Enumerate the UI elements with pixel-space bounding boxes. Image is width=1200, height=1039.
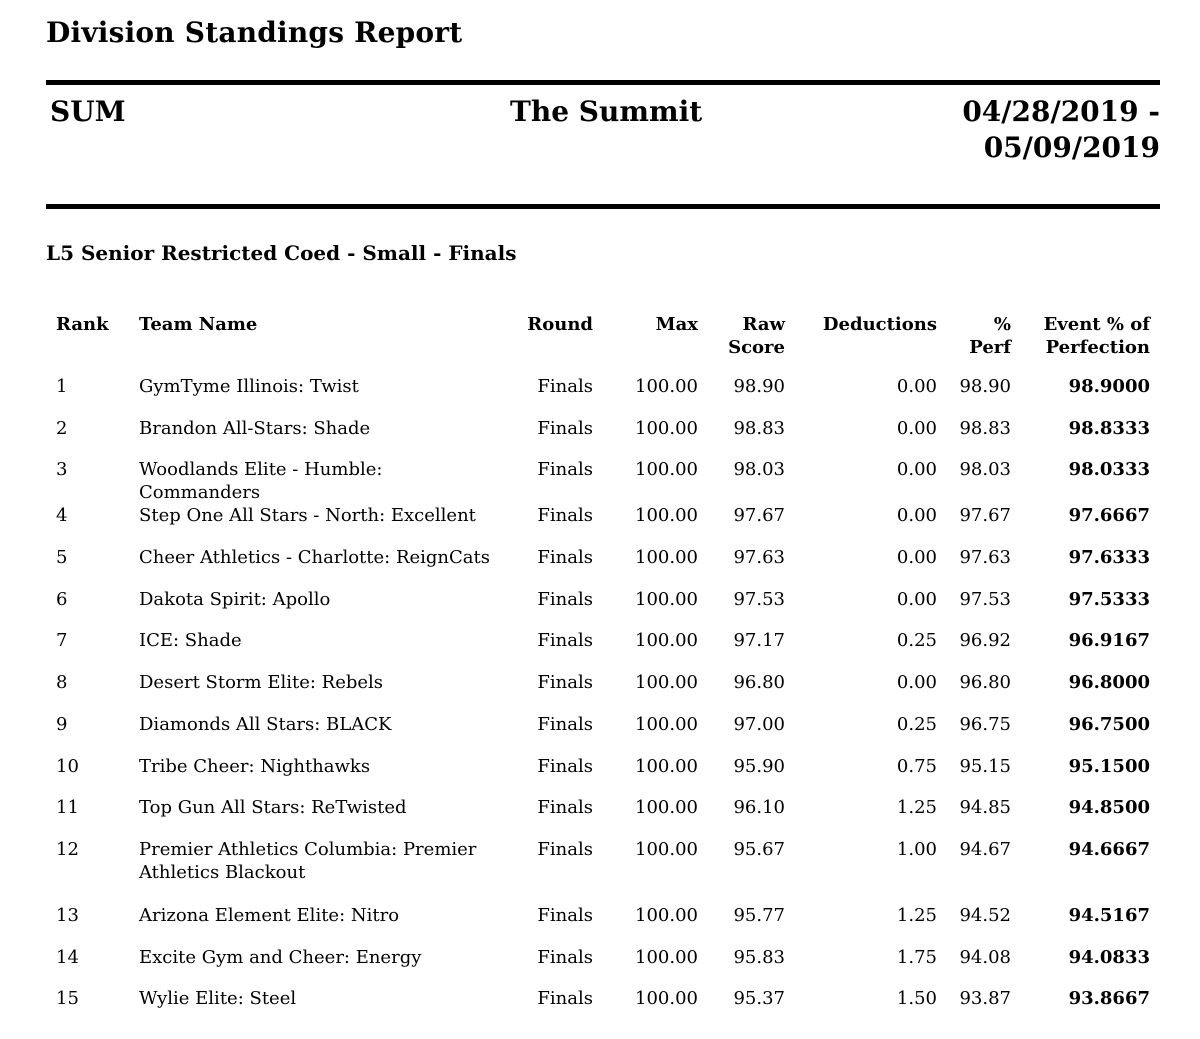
cell-rank: 3 — [56, 459, 68, 481]
cell-perf: 98.90 — [959, 376, 1011, 397]
cell-round: Finals — [537, 755, 593, 777]
table-row — [46, 546, 1160, 588]
cell-rank: 9 — [56, 713, 68, 735]
cell-max: 100.00 — [635, 672, 698, 694]
cell-deductions: 1.25 — [896, 904, 937, 926]
event-date-range — [962, 94, 1160, 166]
cell-rank: 11 — [56, 797, 79, 819]
cell-event-pct: 93.8667 — [1068, 988, 1150, 1010]
col-header-raw-score-line1: Raw — [742, 314, 785, 335]
cell-team-name: Top Gun All Stars: ReTwisted — [139, 797, 407, 819]
cell-round: Finals — [537, 672, 593, 694]
cell-round: Finals — [537, 630, 593, 652]
col-header-raw-score-line2: Score — [728, 337, 785, 358]
cell-max: 100.00 — [635, 904, 698, 926]
cell-raw-score: 95.90 — [733, 755, 785, 777]
cell-deductions: 1.25 — [896, 797, 937, 819]
table-header-row — [46, 313, 1160, 375]
cell-max: 100.00 — [635, 547, 698, 569]
cell-rank: 7 — [56, 630, 68, 652]
cell-deductions: 0.25 — [896, 713, 937, 735]
table-row — [46, 629, 1160, 671]
cell-event-pct: 97.6667 — [1068, 505, 1150, 527]
cell-raw-score: 96.10 — [733, 797, 785, 819]
col-header-round: Round — [527, 314, 593, 335]
table-row — [46, 946, 1160, 988]
cell-team-name: ICE: Shade — [139, 630, 242, 652]
cell-raw-score: 97.63 — [733, 547, 785, 569]
cell-deductions: 0.75 — [896, 755, 937, 777]
cell-raw-score: 95.37 — [733, 988, 785, 1010]
cell-round: Finals — [537, 838, 593, 860]
report-title: Division Standings Report — [46, 16, 463, 49]
cell-max: 100.00 — [635, 838, 698, 860]
col-header-team-name: Team Name — [139, 314, 258, 335]
cell-team-name: Excite Gym and Cheer: Energy — [139, 946, 422, 968]
header-bottom-divider — [46, 204, 1160, 209]
cell-deductions: 1.50 — [896, 988, 937, 1010]
cell-perf: 95.15 — [959, 755, 1011, 777]
col-header-deductions: Deductions — [822, 314, 937, 335]
cell-round: Finals — [537, 505, 593, 527]
cell-round: Finals — [537, 946, 593, 968]
date-range-end: 05/09/2019 — [983, 131, 1160, 164]
cell-round: Finals — [537, 904, 593, 926]
cell-round: Finals — [537, 547, 593, 569]
col-header-event-pct-line2: Perfection — [1045, 337, 1150, 358]
cell-team-name: Tribe Cheer: Nighthawks — [139, 755, 371, 777]
cell-round: Finals — [537, 797, 593, 819]
event-name: The Summit — [510, 95, 703, 128]
table-row — [46, 987, 1160, 1029]
cell-event-pct: 94.8500 — [1068, 797, 1150, 819]
cell-perf: 96.75 — [959, 713, 1011, 735]
cell-raw-score: 95.77 — [733, 904, 785, 926]
cell-raw-score: 97.00 — [733, 713, 785, 735]
cell-team-name: Brandon All-Stars: Shade — [139, 417, 371, 439]
cell-event-pct: 97.6333 — [1068, 547, 1150, 569]
cell-raw-score: 97.17 — [733, 630, 785, 652]
cell-perf: 94.52 — [959, 904, 1011, 926]
header-top-divider — [46, 80, 1160, 85]
cell-rank: 6 — [56, 588, 68, 610]
table-row — [46, 796, 1160, 838]
cell-perf: 97.53 — [959, 588, 1011, 610]
cell-deductions: 0.00 — [896, 672, 937, 694]
cell-team-name: Step One All Stars - North: Excellent — [139, 505, 476, 527]
cell-event-pct: 96.9167 — [1068, 630, 1150, 652]
table-row — [46, 375, 1160, 417]
cell-event-pct: 94.0833 — [1068, 946, 1150, 968]
cell-max: 100.00 — [635, 630, 698, 652]
cell-team-name: Wylie Elite: Steel — [139, 988, 297, 1010]
event-code: SUM — [50, 95, 126, 128]
table-row — [46, 417, 1160, 459]
cell-perf: 96.80 — [959, 672, 1011, 694]
table-row — [46, 755, 1160, 797]
cell-perf: 97.67 — [959, 505, 1011, 527]
cell-team-name: Arizona Element Elite: Nitro — [139, 904, 400, 926]
cell-rank: 8 — [56, 672, 68, 694]
cell-raw-score: 96.80 — [733, 672, 785, 694]
cell-perf: 98.83 — [959, 417, 1011, 439]
col-header-raw-score — [708, 313, 795, 375]
cell-round: Finals — [537, 713, 593, 735]
cell-rank: 10 — [56, 755, 79, 777]
cell-max: 100.00 — [635, 755, 698, 777]
col-header-event-pct-line1: Event % of — [1043, 314, 1150, 335]
cell-rank: 15 — [56, 988, 79, 1010]
col-header-perf: % Perf — [969, 314, 1011, 358]
cell-perf: 94.85 — [959, 797, 1011, 819]
cell-deductions: 1.75 — [896, 946, 937, 968]
division-title: L5 Senior Restricted Coed - Small - Finals — [46, 241, 517, 265]
date-range-start: 04/28/2019 - — [962, 95, 1160, 128]
cell-event-pct: 96.8000 — [1068, 672, 1150, 694]
cell-team-name: Dakota Spirit: Apollo — [139, 588, 331, 610]
cell-event-pct: 95.1500 — [1068, 755, 1150, 777]
cell-perf: 98.03 — [959, 459, 1011, 481]
cell-event-pct: 98.8333 — [1068, 417, 1150, 439]
cell-max: 100.00 — [635, 588, 698, 610]
cell-max: 100.00 — [635, 713, 698, 735]
cell-raw-score: 97.67 — [733, 505, 785, 527]
cell-round: Finals — [537, 588, 593, 610]
cell-rank: 2 — [56, 417, 68, 439]
col-header-max: Max — [655, 314, 698, 335]
cell-round: Finals — [537, 376, 593, 397]
cell-rank: 13 — [56, 904, 79, 926]
cell-max: 100.00 — [635, 459, 698, 481]
cell-team-name: Cheer Athletics - Charlotte: ReignCats — [139, 547, 490, 569]
cell-raw-score: 95.67 — [733, 838, 785, 860]
cell-team-name: Diamonds All Stars: BLACK — [139, 713, 392, 735]
cell-team-name: Desert Storm Elite: Rebels — [139, 672, 384, 694]
cell-raw-score: 98.90 — [733, 376, 785, 397]
cell-deductions: 0.00 — [896, 376, 937, 397]
cell-perf: 94.67 — [959, 838, 1011, 860]
cell-max: 100.00 — [635, 797, 698, 819]
cell-max: 100.00 — [635, 376, 698, 397]
col-header-event-pct — [1021, 313, 1160, 375]
cell-raw-score: 97.53 — [733, 588, 785, 610]
cell-team-name: Premier Athletics Columbia: Premier Athletics Blackout — [139, 838, 477, 883]
cell-round: Finals — [537, 988, 593, 1010]
cell-deductions: 0.25 — [896, 630, 937, 652]
cell-event-pct: 96.7500 — [1068, 713, 1150, 735]
cell-max: 100.00 — [635, 988, 698, 1010]
cell-deductions: 1.00 — [896, 838, 937, 860]
cell-perf: 96.92 — [959, 630, 1011, 652]
table-row — [46, 838, 1160, 904]
cell-team-name: Woodlands Elite - Humble: Commanders — [139, 459, 383, 504]
cell-deductions: 0.00 — [896, 459, 937, 481]
table-row — [46, 671, 1160, 713]
cell-event-pct: 94.5167 — [1068, 904, 1150, 926]
cell-rank: 14 — [56, 946, 79, 968]
cell-raw-score: 98.03 — [733, 459, 785, 481]
cell-rank: 4 — [56, 505, 68, 527]
cell-deductions: 0.00 — [896, 547, 937, 569]
cell-max: 100.00 — [635, 505, 698, 527]
table-row — [46, 713, 1160, 755]
standings-table — [46, 313, 1160, 1029]
col-header-rank: Rank — [56, 314, 109, 335]
cell-max: 100.00 — [635, 417, 698, 439]
cell-perf: 97.63 — [959, 547, 1011, 569]
cell-rank: 5 — [56, 547, 68, 569]
cell-rank: 1 — [56, 376, 68, 397]
table-row — [46, 588, 1160, 630]
cell-round: Finals — [537, 417, 593, 439]
table-row — [46, 504, 1160, 546]
cell-deductions: 0.00 — [896, 588, 937, 610]
cell-team-name: GymTyme Illinois: Twist — [139, 376, 359, 397]
cell-event-pct: 98.9000 — [1068, 376, 1150, 397]
cell-event-pct: 98.0333 — [1068, 459, 1150, 481]
table-row — [46, 458, 1160, 504]
cell-raw-score: 98.83 — [733, 417, 785, 439]
cell-raw-score: 95.83 — [733, 946, 785, 968]
cell-round: Finals — [537, 459, 593, 481]
cell-rank: 12 — [56, 838, 79, 860]
cell-perf: 94.08 — [959, 946, 1011, 968]
cell-perf: 93.87 — [959, 988, 1011, 1010]
cell-max: 100.00 — [635, 946, 698, 968]
cell-deductions: 0.00 — [896, 417, 937, 439]
cell-event-pct: 97.5333 — [1068, 588, 1150, 610]
cell-event-pct: 94.6667 — [1068, 838, 1150, 860]
table-row — [46, 904, 1160, 946]
cell-deductions: 0.00 — [896, 505, 937, 527]
